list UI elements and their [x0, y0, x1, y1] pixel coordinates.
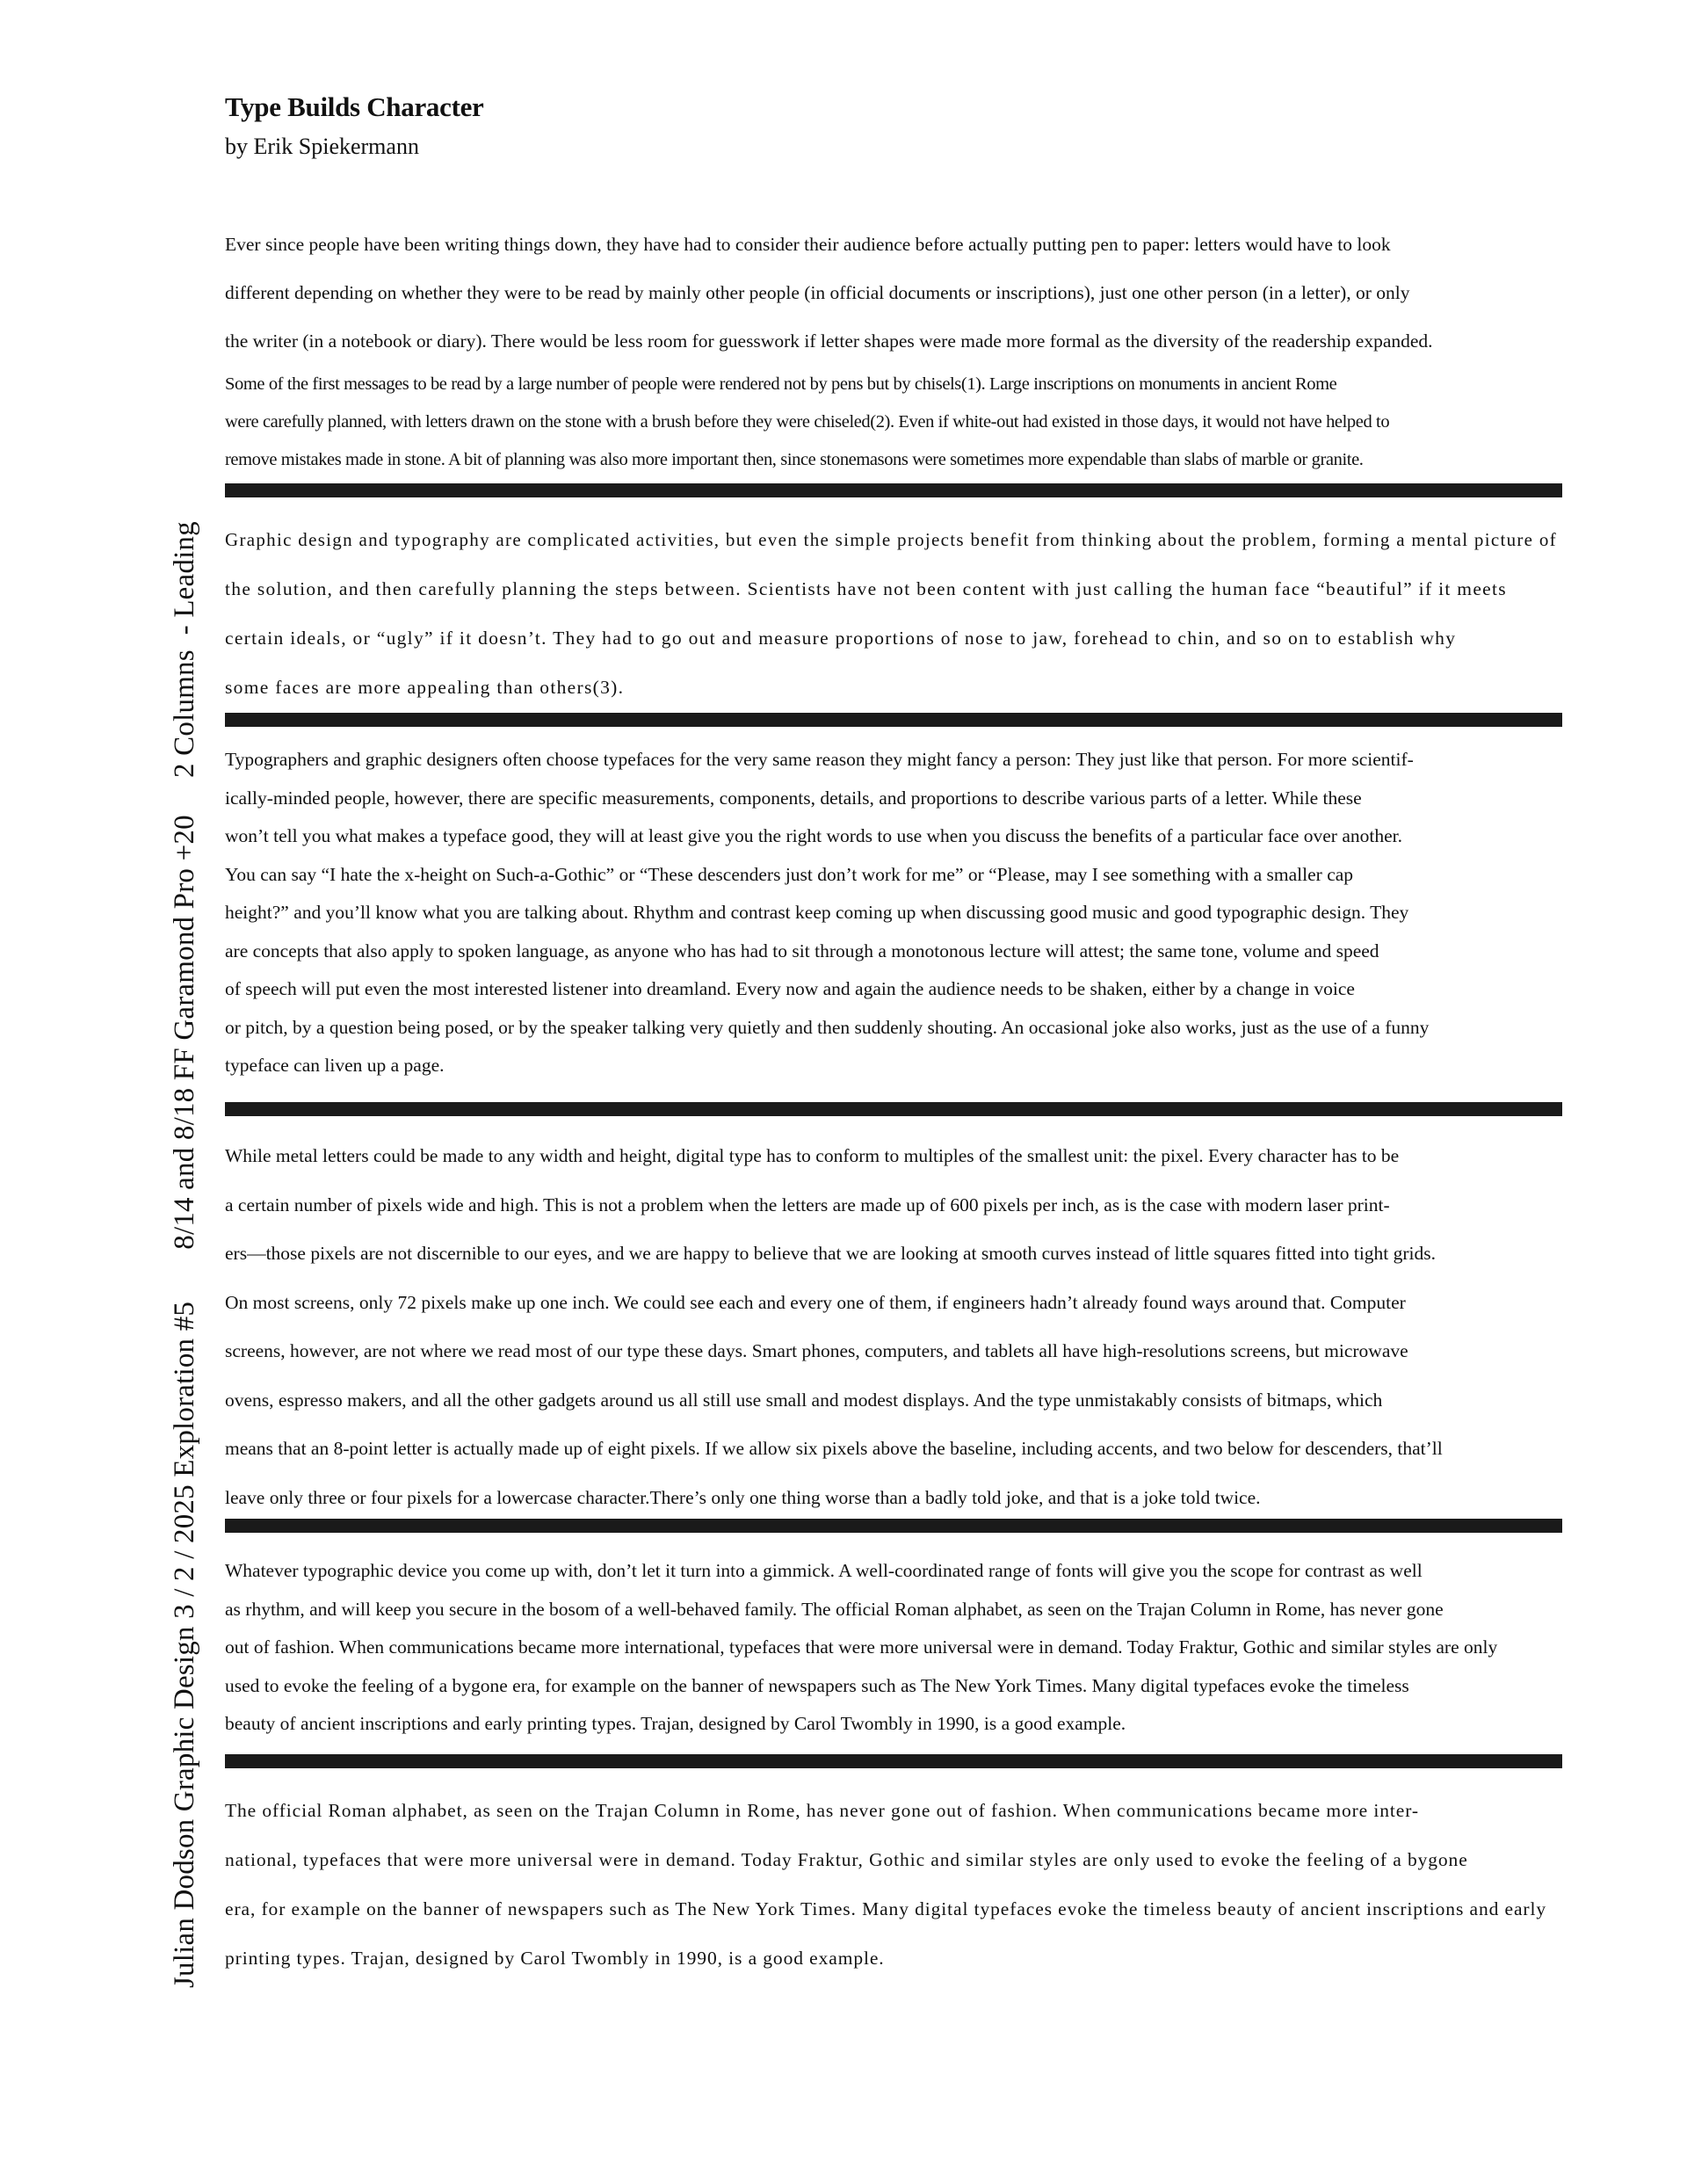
text-line: of speech will put even the most interested listener into dreamland. Every now and again the audience needs to be shaken, either by a change in voice — [225, 978, 1355, 999]
divider-rule — [225, 483, 1562, 497]
text-block-3 — [225, 741, 1560, 1085]
text-line: ers—those pixels are not discernible to our eyes, and we are happy to believe that we are looking at smooth curves instead of little squares fitted into tight grids. — [225, 1243, 1437, 1264]
text-line: ovens, espresso makers, and all the other gadgets around us all still use small and modest displays. And the type unmistakably consists of bitmaps, which — [225, 1389, 1383, 1411]
text-line: Typographers and graphic designers often choose typefaces for the very same reason they might fancy a person: They just like that person. For more scientif- — [225, 749, 1414, 770]
text-line: typeface can liven up a page. — [225, 1055, 445, 1076]
text-line: certain ideals, or “ugly” if it doesn’t. They had to go out and measure proportions of nose to jaw, forehead to chin, and so on to establish why — [225, 628, 1457, 649]
text-line: the writer (in a notebook or diary). There would be less room for guesswork if letter shapes were made more formal as the diversity of the readership expanded. — [225, 330, 1433, 352]
text-line: out of fashion. When communications became more international, typefaces that were more universal were in demand. Today Fraktur, Gothic and similar styles are only — [225, 1636, 1498, 1658]
page-title: Type Builds Character — [225, 91, 484, 122]
text-line: You can say “I hate the x-height on Such-a-Gothic” or “These descenders just don’t work for me” or “Please, may I see something with a smaller cap — [225, 863, 1354, 885]
text-line: the solution, and then carefully planning the steps between. Scientists have not been content with just calling the human face “beautiful” if it meets — [225, 578, 1507, 599]
text-line: as rhythm, and will keep you secure in the bosom of a well-behaved family. The official Roman alphabet, as seen on the Trajan Column in Rome, has never gone — [225, 1598, 1444, 1620]
text-block-2 — [225, 515, 1560, 712]
text-line: Graphic design and typography are complicated activities, but even the simple projects benefit from thinking about the problem, forming a mental picture of — [225, 529, 1557, 550]
text-line: were carefully planned, with letters drawn on the stone with a brush before they were chiseled(2). Even if white-out had existed in those days, it would not have helped to — [225, 412, 1390, 432]
text-line: remove mistakes made in stone. A bit of planning was also more important then, since stonemasons were sometimes more expendable than slabs of marble or granite. — [225, 450, 1364, 469]
text-line: or pitch, by a question being posed, or by the speaker talking very quietly and then suddenly shouting. An occasional joke also works, just as the use of a funny — [225, 1016, 1430, 1038]
text-line: ically-minded people, however, there are specific measurements, components, details, and proportions to describe various parts of a letter. While these — [225, 787, 1362, 809]
text-line: screens, however, are not where we read most of our type these days. Smart phones, computers, and tablets all have high-resolutions screens, but microwave — [225, 1340, 1408, 1361]
divider-rule — [225, 1754, 1562, 1768]
text-line: some faces are more appealing than others(3). — [225, 677, 625, 698]
text-line: Whatever typographic device you come up with, don’t let it turn into a gimmick. A well-coordinated range of fonts will give you the scope for contrast as well — [225, 1560, 1423, 1581]
text-block-4 — [225, 1132, 1560, 1522]
text-line: means that an 8-point letter is actually made up of eight pixels. If we allow six pixels above the baseline, including accents, and two below for descenders, that’ll — [225, 1438, 1443, 1459]
text-line: beauty of ancient inscriptions and early printing types. Trajan, designed by Carol Twombly in 1990, is a good example. — [225, 1713, 1126, 1734]
text-block-6 — [225, 1786, 1560, 1983]
text-line: leave only three or four pixels for a lowercase character.There’s only one thing worse than a badly told joke, and that is a joke told twice. — [225, 1486, 1261, 1508]
text-line: The official Roman alphabet, as seen on the Trajan Column in Rome, has never gone out of fashion. When communications became more inter- — [225, 1800, 1419, 1821]
text-line: are concepts that also apply to spoken language, as anyone who has had to sit through a monotonous lecture will attest; the same tone, volume and speed — [225, 940, 1379, 961]
text-line: Some of the first messages to be read by a large number of people were rendered not by pens but by chisels(1). Large inscriptions on monuments in ancient Rome — [225, 374, 1337, 394]
text-line: won’t tell you what makes a typeface good, they will at least give you the right words to use when you discuss the benefits of a particular face over another. — [225, 825, 1402, 846]
text-line: While metal letters could be made to any width and height, digital type has to conform to multiples of the smallest unit: the pixel. Every character has to be — [225, 1145, 1400, 1166]
divider-rule — [225, 713, 1562, 727]
text-line: national, typefaces that were more universal were in demand. Today Fraktur, Gothic and similar styles are only used to evoke the feeling of a bygone — [225, 1849, 1468, 1870]
text-line: different depending on whether they were to be read by mainly other people (in official documents or inscriptions), just one other person (in a letter), or only — [225, 282, 1410, 303]
text-line: a certain number of pixels wide and high. This is not a problem when the letters are made up of 600 pixels per inch, as is the case with modern laser print- — [225, 1194, 1390, 1215]
divider-rule — [225, 1519, 1562, 1533]
text-line: height?” and you’ll know what you are talking about. Rhythm and contrast keep coming up when discussing good music and good typographic design. They — [225, 902, 1409, 923]
text-line: era, for example on the banner of newspapers such as The New York Times. Many digital typefaces evoke the timeless beauty of ancient inscriptions and early — [225, 1898, 1546, 1919]
byline: by Erik Spiekermann — [225, 134, 419, 159]
text-line: used to evoke the feeling of a bygone era, for example on the banner of newspapers such as The New York Times. Many digital typefaces evoke the timeless — [225, 1674, 1409, 1696]
text-block-1 — [225, 221, 1560, 479]
divider-rule — [225, 1102, 1562, 1116]
text-line: printing types. Trajan, designed by Carol Twombly in 1990, is a good example. — [225, 1948, 885, 1969]
text-line: On most screens, only 72 pixels make up one inch. We could see each and every one of them, if engineers hadn’t already found ways around that. Computer — [225, 1291, 1406, 1313]
text-block-5 — [225, 1552, 1560, 1744]
vertical-side-label: Julian Dodson Graphic Design 3 / 2 / 2025 Exploration #5 8/14 and 8/18 FF Garamond Pro +20 2 Columns - Leading — [169, 521, 200, 1988]
text-line: Ever since people have been writing things down, they have had to consider their audience before actually putting pen to paper: letters would have to look — [225, 234, 1391, 255]
